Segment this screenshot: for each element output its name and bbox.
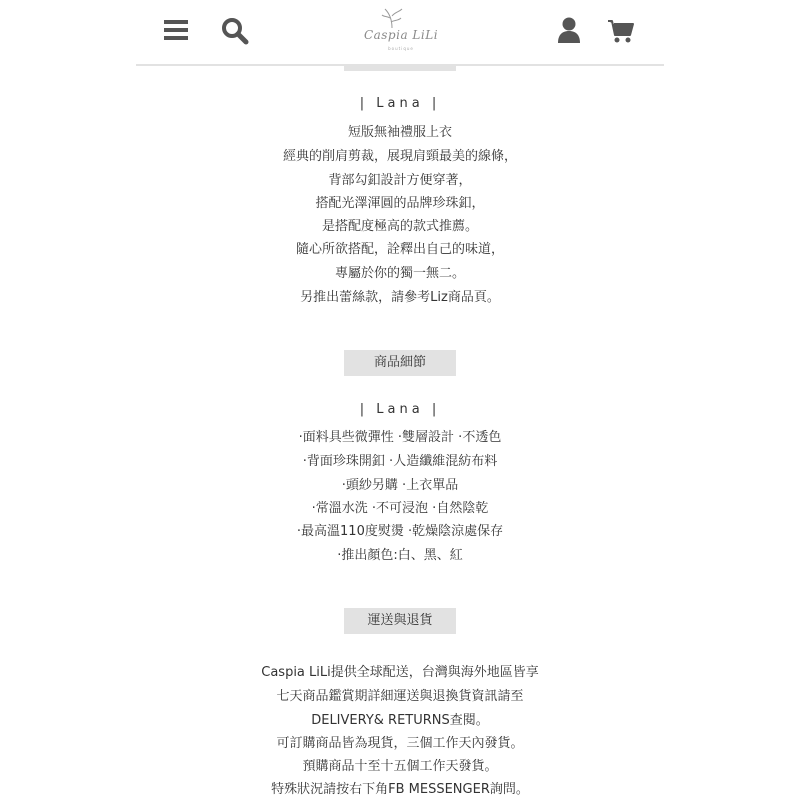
tab-shipping-returns[interactable]: 運送與退貨 bbox=[344, 608, 456, 634]
details-line: ·常溫水洗 ·不可浸泡 ·自然陰乾 bbox=[311, 501, 489, 516]
brand-logo[interactable] bbox=[351, 4, 451, 56]
description-line: 背部勾釦設計方便穿著， bbox=[328, 173, 472, 188]
leaf-icon bbox=[379, 6, 405, 30]
description-line: 隨心所欲搭配，詮釋出自己的味道， bbox=[295, 242, 504, 257]
shipping-line: 七天商品鑑賞期詳細運送與退換貨資訊請至 bbox=[276, 689, 524, 704]
details-line: ·面料具些微彈性 ·雙層設計 ·不透色 bbox=[298, 430, 502, 445]
search-icon[interactable] bbox=[220, 14, 250, 46]
shipping-line: 預購商品十至十五個工作天發貨。 bbox=[302, 759, 498, 774]
details-line: ·頭紗另購 ·上衣單品 bbox=[341, 478, 459, 493]
tab-product-details[interactable]: 商品細節 bbox=[344, 350, 456, 376]
description-line: 另推出蕾絲款，請參考Liz商品頁。 bbox=[300, 290, 500, 305]
details-line: ·最高溫110度熨燙 ·乾燥陰涼處保存 bbox=[296, 524, 504, 539]
description-line: 短版無袖禮服上衣 bbox=[347, 125, 452, 140]
user-icon[interactable] bbox=[554, 14, 584, 46]
description-line: 是搭配度極高的款式推薦。 bbox=[321, 219, 478, 234]
logo-tagline: boutique bbox=[388, 46, 414, 51]
site-header bbox=[136, 0, 664, 66]
previous-section-tab bbox=[344, 64, 456, 71]
shipping-line: 特殊狀況請按右下角FB MESSENGER詢問。 bbox=[271, 782, 529, 797]
description-line: 專屬於你的獨一無二。 bbox=[334, 266, 465, 281]
shipping-line: Caspia LiLi提供全球配送，台灣與海外地區皆享 bbox=[261, 665, 539, 680]
description-line: 搭配光澤渾圓的品牌珍珠釦， bbox=[315, 196, 485, 211]
details-line: ·推出顏色:白、黑、紅 bbox=[337, 548, 463, 563]
details-title: | Lana | bbox=[359, 402, 441, 417]
cart-icon[interactable] bbox=[606, 14, 636, 46]
shipping-line: DELIVERY& RETURNS查閱。 bbox=[311, 713, 489, 728]
logo-text: Caspia LiLi bbox=[363, 28, 439, 42]
menu-icon[interactable] bbox=[162, 14, 192, 46]
description-line: 經典的削肩剪裁，展現肩頸最美的線條， bbox=[282, 149, 517, 164]
shipping-line: 可訂購商品皆為現貨，三個工作天內發貨。 bbox=[276, 736, 524, 751]
description-title: | Lana | bbox=[359, 96, 441, 111]
details-line: ·背面珍珠開釦 ·人造纖維混紡布料 bbox=[302, 454, 498, 469]
